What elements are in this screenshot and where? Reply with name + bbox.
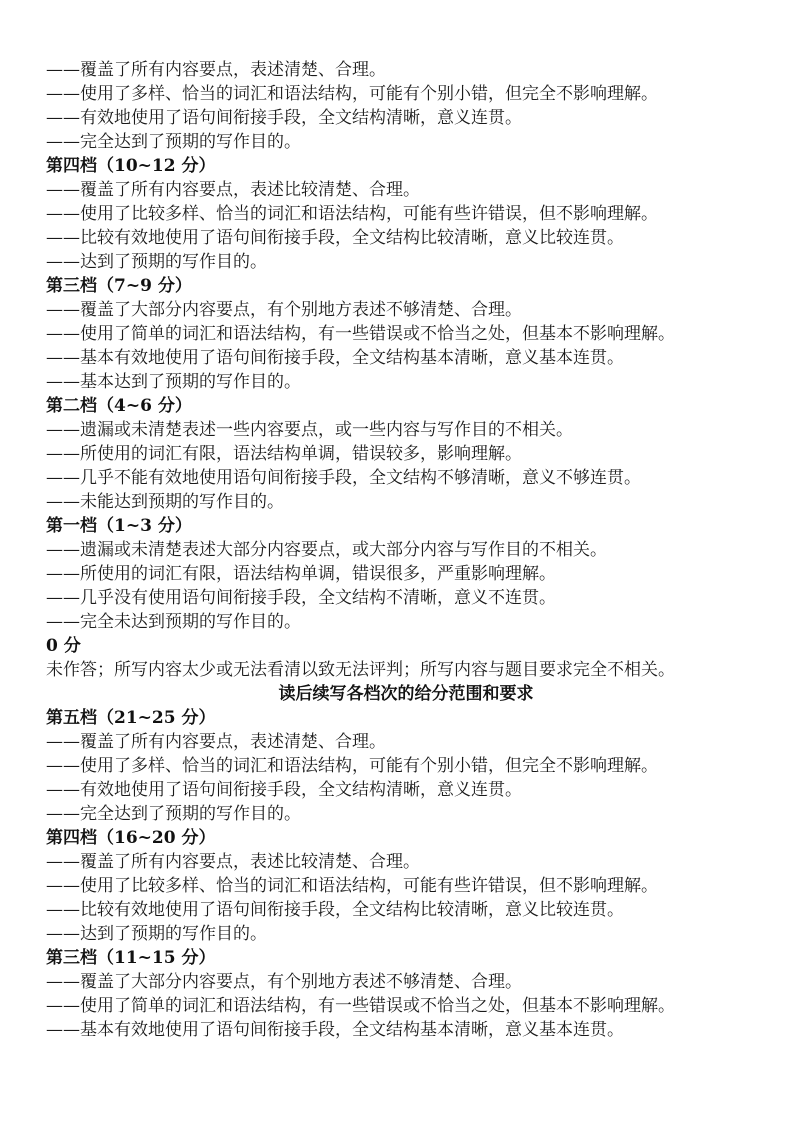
continuation-level-4 bbox=[46, 826, 766, 946]
section-title: 读后续写各档次的给分范围和要求 bbox=[278, 684, 534, 704]
criterion-line: ——完全未达到预期的写作目的。 bbox=[46, 612, 301, 632]
criterion-line: ——使用了多样、恰当的词汇和语法结构，可能有个别小错，但完全不影响理解。 bbox=[46, 756, 658, 776]
criterion-line: ——遗漏或未清楚表述大部分内容要点，或大部分内容与写作目的不相关。 bbox=[46, 540, 607, 560]
level-heading: 第三档（11~15 分） bbox=[46, 948, 216, 968]
level-heading: 第二档（4~6 分） bbox=[46, 396, 192, 416]
criterion-line: ——使用了多样、恰当的词汇和语法结构，可能有个别小错，但完全不影响理解。 bbox=[46, 84, 658, 104]
criterion-line: 未作答；所写内容太少或无法看清以致无法评判；所写内容与题目要求完全不相关。 bbox=[46, 660, 675, 680]
criterion-line: ——基本有效地使用了语句间衔接手段，全文结构基本清晰，意义基本连贯。 bbox=[46, 348, 624, 368]
criterion-line: ——达到了预期的写作目的。 bbox=[46, 924, 267, 944]
criterion-line: ——所使用的词汇有限，语法结构单调，错误较多，影响理解。 bbox=[46, 444, 522, 464]
continuing-block bbox=[46, 58, 766, 154]
criterion-line: ——比较有效地使用了语句间衔接手段，全文结构比较清晰，意义比较连贯。 bbox=[46, 900, 624, 920]
criterion-line: ——覆盖了所有内容要点，表述清楚、合理。 bbox=[46, 732, 386, 752]
writing-level-3 bbox=[46, 274, 766, 394]
writing-level-4 bbox=[46, 154, 766, 274]
level-heading: 0 分 bbox=[46, 636, 81, 656]
continuation-level-3 bbox=[46, 946, 766, 1042]
level-heading: 第三档（7~9 分） bbox=[46, 276, 192, 296]
criterion-line: ——覆盖了所有内容要点，表述清楚、合理。 bbox=[46, 60, 386, 80]
level-heading: 第五档（21~25 分） bbox=[46, 708, 216, 728]
criterion-line: ——未能达到预期的写作目的。 bbox=[46, 492, 284, 512]
continuation-level-5 bbox=[46, 706, 766, 826]
criterion-line: ——覆盖了所有内容要点，表述比较清楚、合理。 bbox=[46, 180, 420, 200]
criterion-line: ——达到了预期的写作目的。 bbox=[46, 252, 267, 272]
writing-level-2 bbox=[46, 394, 766, 514]
criterion-line: ——所使用的词汇有限，语法结构单调，错误很多，严重影响理解。 bbox=[46, 564, 556, 584]
level-heading: 第四档（16~20 分） bbox=[46, 828, 216, 848]
criterion-line: ——完全达到了预期的写作目的。 bbox=[46, 804, 301, 824]
criterion-line: ——使用了简单的词汇和语法结构，有一些错误或不恰当之处，但基本不影响理解。 bbox=[46, 324, 675, 344]
criterion-line: ——基本达到了预期的写作目的。 bbox=[46, 372, 301, 392]
writing-level-0 bbox=[46, 634, 766, 682]
criterion-line: ——使用了比较多样、恰当的词汇和语法结构，可能有些许错误，但不影响理解。 bbox=[46, 876, 658, 896]
criterion-line: ——有效地使用了语句间衔接手段，全文结构清晰，意义连贯。 bbox=[46, 780, 522, 800]
criterion-line: ——几乎不能有效地使用语句间衔接手段，全文结构不够清晰，意义不够连贯。 bbox=[46, 468, 641, 488]
criterion-line: ——覆盖了大部分内容要点，有个别地方表述不够清楚、合理。 bbox=[46, 972, 522, 992]
document-page bbox=[46, 58, 766, 1042]
criterion-line: ——覆盖了所有内容要点，表述比较清楚、合理。 bbox=[46, 852, 420, 872]
level-heading: 第一档（1~3 分） bbox=[46, 516, 192, 536]
criterion-line: ——比较有效地使用了语句间衔接手段，全文结构比较清晰，意义比较连贯。 bbox=[46, 228, 624, 248]
criterion-line: ——覆盖了大部分内容要点，有个别地方表述不够清楚、合理。 bbox=[46, 300, 522, 320]
criterion-line: ——几乎没有使用语句间衔接手段，全文结构不清晰，意义不连贯。 bbox=[46, 588, 556, 608]
criterion-line: ——使用了比较多样、恰当的词汇和语法结构，可能有些许错误，但不影响理解。 bbox=[46, 204, 658, 224]
criterion-line: ——完全达到了预期的写作目的。 bbox=[46, 132, 301, 152]
criterion-line: ——基本有效地使用了语句间衔接手段，全文结构基本清晰，意义基本连贯。 bbox=[46, 1020, 624, 1040]
writing-level-1 bbox=[46, 514, 766, 634]
criterion-line: ——使用了简单的词汇和语法结构，有一些错误或不恰当之处，但基本不影响理解。 bbox=[46, 996, 675, 1016]
criterion-line: ——有效地使用了语句间衔接手段，全文结构清晰，意义连贯。 bbox=[46, 108, 522, 128]
criterion-line: ——遗漏或未清楚表述一些内容要点，或一些内容与写作目的不相关。 bbox=[46, 420, 573, 440]
level-heading: 第四档（10~12 分） bbox=[46, 156, 216, 176]
